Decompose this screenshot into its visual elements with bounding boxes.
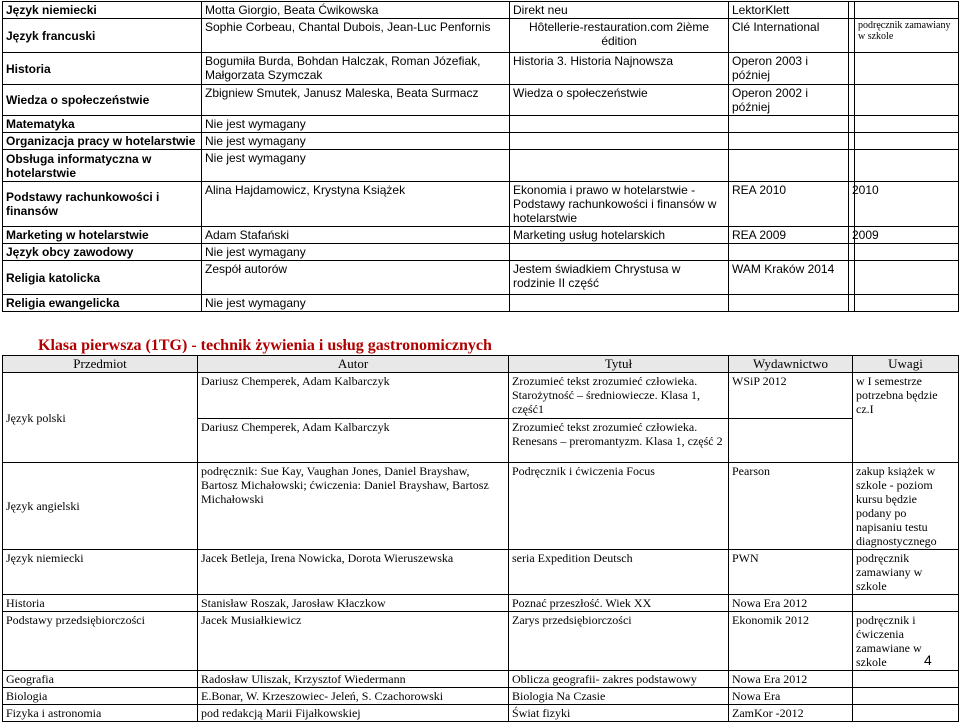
- author-cell: Nie jest wymagany: [202, 295, 510, 312]
- books-table-gastronomy: [2, 355, 959, 722]
- table-row: [3, 550, 959, 595]
- publisher-cell: [729, 133, 849, 150]
- title-cell: Poznać przeszłość. Wiek XX: [509, 595, 729, 612]
- subject-cell: Historia: [3, 595, 198, 612]
- subject-cell: Religia ewangelicka: [3, 295, 202, 312]
- title-cell: [510, 133, 729, 150]
- header-author: Autor: [198, 356, 509, 373]
- notes-cell: zakup książek w szkole - poziom kursu będzie podany po napisaniu testu diagnostycznego: [853, 463, 959, 550]
- publisher-cell: WAM Kraków 2014: [729, 261, 849, 295]
- publisher-cell: Nowa Era 2012: [729, 671, 853, 688]
- author-cell: Adam Stafański: [202, 227, 510, 244]
- year-cell: 2010: [849, 182, 855, 227]
- table-row: [3, 53, 959, 85]
- books-table-hotel: [2, 1, 959, 312]
- header-publisher: Wydawnictwo: [729, 356, 853, 373]
- notes-cell: [855, 295, 959, 312]
- publisher-cell: Operon 2002 i później: [729, 85, 849, 116]
- subject-cell: Biologia: [3, 688, 198, 705]
- publisher-cell: REA 2010: [729, 182, 849, 227]
- title-cell: Jestem świadkiem Chrystusa w rodzinie II część: [510, 261, 729, 295]
- subject-cell: Wiedza o społeczeństwie: [3, 85, 202, 116]
- subject-cell: Język angielski: [3, 463, 198, 550]
- author-cell: Nie jest wymagany: [202, 150, 510, 182]
- title-cell: Marketing usług hotelarskich: [510, 227, 729, 244]
- table-row: [3, 2, 959, 19]
- table-row: [3, 261, 959, 295]
- notes-cell: podręcznik i ćwiczenia zamawiane w szkole: [853, 612, 959, 671]
- author-cell: Nie jest wymagany: [202, 133, 510, 150]
- author-cell: Zbigniew Smutek, Janusz Maleska, Beata Surmacz: [202, 85, 510, 116]
- publisher-cell: REA 2009: [729, 227, 849, 244]
- table-row: [3, 150, 959, 182]
- table-row: [3, 227, 959, 244]
- notes-cell: [855, 116, 959, 133]
- publisher-cell: [729, 419, 853, 463]
- title-cell: [510, 295, 729, 312]
- books-table-hotel-body: [3, 2, 959, 312]
- title-cell: Zrozumieć tekst zrozumieć człowieka. Renesans – preromantyzm. Klasa 1, część 2: [509, 419, 729, 463]
- title-cell: Ekonomia i prawo w hotelarstwie - Podstawy rachunkowości i finansów w hotelarstwie: [510, 182, 729, 227]
- author-cell: pod redakcją Marii Fijałkowskiej: [198, 705, 509, 722]
- notes-cell: [853, 688, 959, 705]
- publisher-cell: PWN: [729, 550, 853, 595]
- notes-cell: podręcznik zamawiany w szkole: [855, 19, 959, 53]
- subject-cell: Podstawy przedsiębiorczości: [3, 612, 198, 671]
- publisher-cell: [729, 150, 849, 182]
- notes-cell: [855, 53, 959, 85]
- title-cell: Podręcznik i ćwiczenia Focus: [509, 463, 729, 550]
- author-cell: Radosław Uliszak, Krzysztof Wiedermann: [198, 671, 509, 688]
- section-title: Klasa pierwsza (1TG) - technik żywienia i usług gastronomicznych: [38, 337, 492, 354]
- table-row: [3, 133, 959, 150]
- author-cell: Sophie Corbeau, Chantal Dubois, Jean-Luc Penfornis: [202, 19, 510, 53]
- publisher-cell: [729, 295, 849, 312]
- publisher-cell: Ekonomik 2012: [729, 612, 853, 671]
- publisher-cell: [729, 116, 849, 133]
- books-table-gastronomy-body: [3, 550, 959, 722]
- notes-cell: [855, 133, 959, 150]
- table-row: [3, 19, 959, 53]
- publisher-cell: Operon 2003 i później: [729, 53, 849, 85]
- page-number: 4: [924, 652, 932, 668]
- author-cell: Jacek Betleja, Irena Nowicka, Dorota Wieruszewska: [198, 550, 509, 595]
- title-cell: [510, 116, 729, 133]
- subject-cell: Religia katolicka: [3, 261, 202, 295]
- table-row: [3, 463, 959, 550]
- year-cell: 2009: [849, 227, 855, 244]
- table-row: [3, 295, 959, 312]
- title-cell: Historia 3. Historia Najnowsza: [510, 53, 729, 85]
- subject-cell: Język niemiecki: [3, 2, 202, 19]
- table-header-row: [3, 356, 959, 373]
- notes-cell: [853, 595, 959, 612]
- author-cell: Alina Hajdamowicz, Krystyna Książek: [202, 182, 510, 227]
- notes-cell: [855, 2, 959, 19]
- subject-cell: Matematyka: [3, 116, 202, 133]
- title-cell: seria Expedition Deutsch: [509, 550, 729, 595]
- title-cell: [510, 244, 729, 261]
- notes-cell: [855, 85, 959, 116]
- author-cell: Dariusz Chemperek, Adam Kalbarczyk: [198, 373, 509, 419]
- publisher-cell: WSiP 2012: [729, 373, 853, 419]
- author-cell: podręcznik: Sue Kay, Vaughan Jones, Daniel Brayshaw, Bartosz Michałowski; ćwiczenia: Daniel Brayshaw, Bartosz Michałowski: [198, 463, 509, 550]
- title-cell: Świat fizyki: [509, 705, 729, 722]
- subject-cell: Język niemiecki: [3, 550, 198, 595]
- subject-cell: Obsługa informatyczna w hotelarstwie: [3, 150, 202, 182]
- author-cell: Jacek Musiałkiewicz: [198, 612, 509, 671]
- subject-cell: Podstawy rachunkowości i finansów: [3, 182, 202, 227]
- author-cell: E.Bonar, W. Krzeszowiec- Jeleń, S. Czachorowski: [198, 688, 509, 705]
- table-row: [3, 688, 959, 705]
- table-row: [3, 85, 959, 116]
- header-notes: Uwagi: [853, 356, 959, 373]
- subject-cell: Język obcy zawodowy: [3, 244, 202, 261]
- subject-cell: Historia: [3, 53, 202, 85]
- table-row: [3, 116, 959, 133]
- publisher-cell: Nowa Era: [729, 688, 853, 705]
- title-cell: [510, 150, 729, 182]
- subject-cell: Język polski: [3, 373, 198, 463]
- title-cell: Direkt neu: [510, 2, 729, 19]
- table-row: [3, 671, 959, 688]
- notes-cell: podręcznik zamawiany w szkole: [853, 550, 959, 595]
- title-cell: Hôtellerie-restauration.com 2ième édition: [510, 19, 729, 53]
- notes-cell: [855, 261, 959, 295]
- notes-cell: [855, 150, 959, 182]
- title-cell: Zarys przedsiębiorczości: [509, 612, 729, 671]
- publisher-cell: Pearson: [729, 463, 853, 550]
- title-cell: Oblicza geografii- zakres podstawowy: [509, 671, 729, 688]
- table-row: [3, 705, 959, 722]
- table-row: [3, 182, 959, 227]
- header-subject: Przedmiot: [3, 356, 198, 373]
- notes-cell: [853, 705, 959, 722]
- author-cell: Zespół autorów: [202, 261, 510, 295]
- header-title: Tytuł: [509, 356, 729, 373]
- publisher-cell: LektorKlett: [729, 2, 849, 19]
- author-cell: Dariusz Chemperek, Adam Kalbarczyk: [198, 419, 509, 463]
- subject-cell: Marketing w hotelarstwie: [3, 227, 202, 244]
- subject-cell: Język francuski: [3, 19, 202, 53]
- notes-cell: [855, 244, 959, 261]
- author-cell: Stanisław Roszak, Jarosław Kłaczkow: [198, 595, 509, 612]
- publisher-cell: Nowa Era 2012: [729, 595, 853, 612]
- publisher-cell: Clé International: [729, 19, 849, 53]
- table-row: [3, 595, 959, 612]
- table-row: [3, 612, 959, 671]
- author-cell: Motta Giorgio, Beata Ćwikowska: [202, 2, 510, 19]
- title-cell: Zrozumieć tekst zrozumieć człowieka. Starożytność – średniowiecze. Klasa 1, część1: [509, 373, 729, 419]
- author-cell: Nie jest wymagany: [202, 244, 510, 261]
- author-cell: Bogumiła Burda, Bohdan Halczak, Roman Józefiak, Małgorzata Szymczak: [202, 53, 510, 85]
- publisher-cell: ZamKor -2012: [729, 705, 853, 722]
- subject-cell: Geografia: [3, 671, 198, 688]
- subject-cell: Fizyka i astronomia: [3, 705, 198, 722]
- publisher-cell: [729, 244, 849, 261]
- table-row: [3, 373, 959, 419]
- title-cell: Wiedza o społeczeństwie: [510, 85, 729, 116]
- title-cell: Biologia Na Czasie: [509, 688, 729, 705]
- subject-cell: Organizacja pracy w hotelarstwie: [3, 133, 202, 150]
- notes-cell: [853, 671, 959, 688]
- author-cell: Nie jest wymagany: [202, 116, 510, 133]
- notes-cell: w I semestrze potrzebna będzie cz.I: [853, 373, 959, 463]
- table-row: [3, 244, 959, 261]
